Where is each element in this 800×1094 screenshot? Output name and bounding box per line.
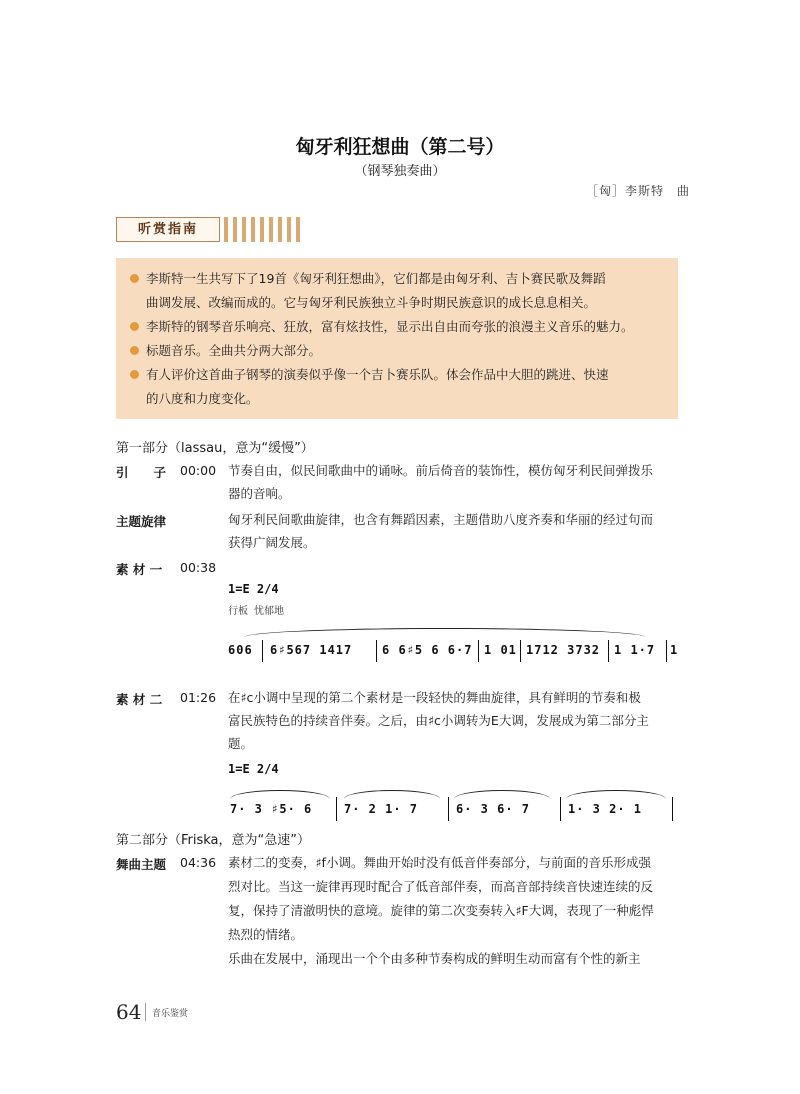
- dance-theme-label: 舞曲主题: [116, 857, 167, 872]
- dance-theme-time: 04:36: [180, 855, 217, 870]
- measure: 1 1·7: [614, 643, 656, 657]
- score1: [228, 582, 284, 617]
- part2-heading: 第二部分（Friska，意为“急速”）: [116, 833, 310, 848]
- guide-line: 曲调发展、改编而成的。它与匈牙利民族独立斗争时期民族意识的成长息息相关。: [146, 295, 597, 310]
- score2-timesig: 2/4: [256, 762, 279, 776]
- barline: [262, 640, 263, 662]
- text-line: 题。: [228, 736, 254, 751]
- barline: [448, 797, 449, 821]
- footer-divider: [145, 1003, 146, 1021]
- barline: [666, 640, 667, 662]
- measure: 1 01: [484, 643, 517, 657]
- guide-label-text: 听赏指南: [137, 222, 198, 237]
- slur: [245, 628, 645, 637]
- measure: 7· 2 1· 7: [344, 802, 419, 816]
- measure: 6· 3 6· 7: [456, 802, 531, 816]
- material2-label: 素 材 二: [116, 692, 163, 707]
- measure: 1712 3732: [526, 643, 601, 657]
- book-title: 音乐鉴赏: [152, 1009, 189, 1019]
- score2-key: 1=E 2/4: [228, 762, 279, 776]
- intro-label: 引 子: [116, 465, 167, 480]
- barline: [672, 797, 673, 821]
- guide-decoration: [224, 217, 300, 242]
- slur: [230, 790, 330, 799]
- page-title: 匈牙利狂想曲（第二号）: [295, 136, 505, 158]
- material1-label: 素 材 一: [116, 562, 163, 577]
- text-line: 复，保持了清澈明快的意境。旋律的第二次变奏转入♯F大调，表现了一种彪悍: [228, 903, 654, 918]
- guide-bullet: [140, 363, 664, 387]
- text-line: 匈牙利民间歌曲旋律，也含有舞蹈因素，主题借助八度齐奏和华丽的经过句而: [228, 512, 654, 527]
- score1-timesig: 2/4: [256, 582, 279, 596]
- theme-text: [228, 508, 680, 554]
- text-line: 器的音响。: [228, 486, 291, 501]
- guide-box: [116, 258, 678, 419]
- measure: 6♯567 1417: [270, 643, 353, 657]
- material1-time: 00:38: [180, 560, 217, 575]
- guide-line: 有人评价这首曲子钢琴的演奏似乎像一个吉卜赛乐队。体会作品中大胆的跳进、快速: [146, 367, 609, 382]
- text-line: 节奏自由，似民间歌曲中的诵咏。前后倚音的装饰性，模仿匈牙利民间弹拨乐: [228, 463, 654, 478]
- slur: [454, 790, 550, 799]
- guide-bullet: [140, 315, 664, 339]
- score1-notes: [228, 643, 253, 657]
- slur: [566, 790, 666, 799]
- guide-bullet: [140, 339, 664, 363]
- guide-bullet: [140, 267, 664, 291]
- subtitle: （钢琴独奏曲）: [354, 164, 446, 179]
- barline: [520, 640, 521, 662]
- barline: [336, 797, 337, 821]
- text-line: 热烈的情绪。: [228, 927, 304, 942]
- theme-label: 主题旋律: [116, 514, 167, 529]
- text-line: 富民族特色的持续音伴奏。之后，由♯c小调转为E大调，发展成为第二部分主: [228, 713, 649, 728]
- barline: [478, 640, 479, 662]
- material2-text: [228, 686, 680, 755]
- intro-text: [228, 459, 680, 505]
- guide-label: [116, 217, 220, 242]
- text-line: 素材二的变奏，♯f小调。舞曲开始时没有低音伴奏部分，与前面的音乐形成强: [228, 855, 651, 870]
- intro-time: 00:00: [180, 463, 217, 478]
- measure: 7· 3 ♯5· 6: [230, 802, 313, 816]
- text-line: 在♯c小调中呈现的第二个素材是一段轻快的舞曲旋律，具有鲜明的节奏和极: [228, 690, 641, 705]
- composer-credit: ［匈］李斯特 曲: [585, 184, 690, 198]
- material2-time: 01:26: [180, 690, 217, 705]
- measure: 6 6♯5 6 6·7: [382, 643, 473, 657]
- barline: [376, 640, 377, 662]
- guide-line: 标题音乐。全曲共分两大部分。: [146, 343, 322, 358]
- barline: [608, 640, 609, 662]
- part1-heading: 第一部分（lassau，意为“缓慢”）: [116, 441, 314, 456]
- text-line: 烈对比。当这一旋律再现时配合了低音部伴奏，而高音部持续音快速连续的反: [228, 879, 654, 894]
- dance-theme-text: [228, 851, 680, 971]
- barline: [560, 797, 561, 821]
- page-number: 64: [116, 1000, 142, 1024]
- measure: 1· 3 2· 1: [568, 802, 643, 816]
- measure: 1: [670, 643, 679, 657]
- text-line: 乐曲在发展中，涌现出一个个由多种节奏构成的鲜明生动而富有个性的新主: [228, 951, 641, 966]
- guide-line: 的八度和力度变化。: [146, 391, 259, 406]
- score1-key: 1=E 2/4: [228, 582, 279, 596]
- measure: 606: [228, 643, 253, 657]
- score1-tempo: 行板 忧郁地: [228, 606, 285, 617]
- text-line: 获得广阔发展。: [228, 535, 316, 550]
- guide-line: 李斯特一生共写下了19首《匈牙利狂想曲》，它们都是由匈牙利、吉卜赛民歌及舞蹈: [146, 271, 606, 286]
- guide-line: 李斯特的钢琴音乐响亮、狂放，富有炫技性，显示出自由而夸张的浪漫主义音乐的魅力。: [146, 319, 634, 334]
- slur: [344, 790, 440, 799]
